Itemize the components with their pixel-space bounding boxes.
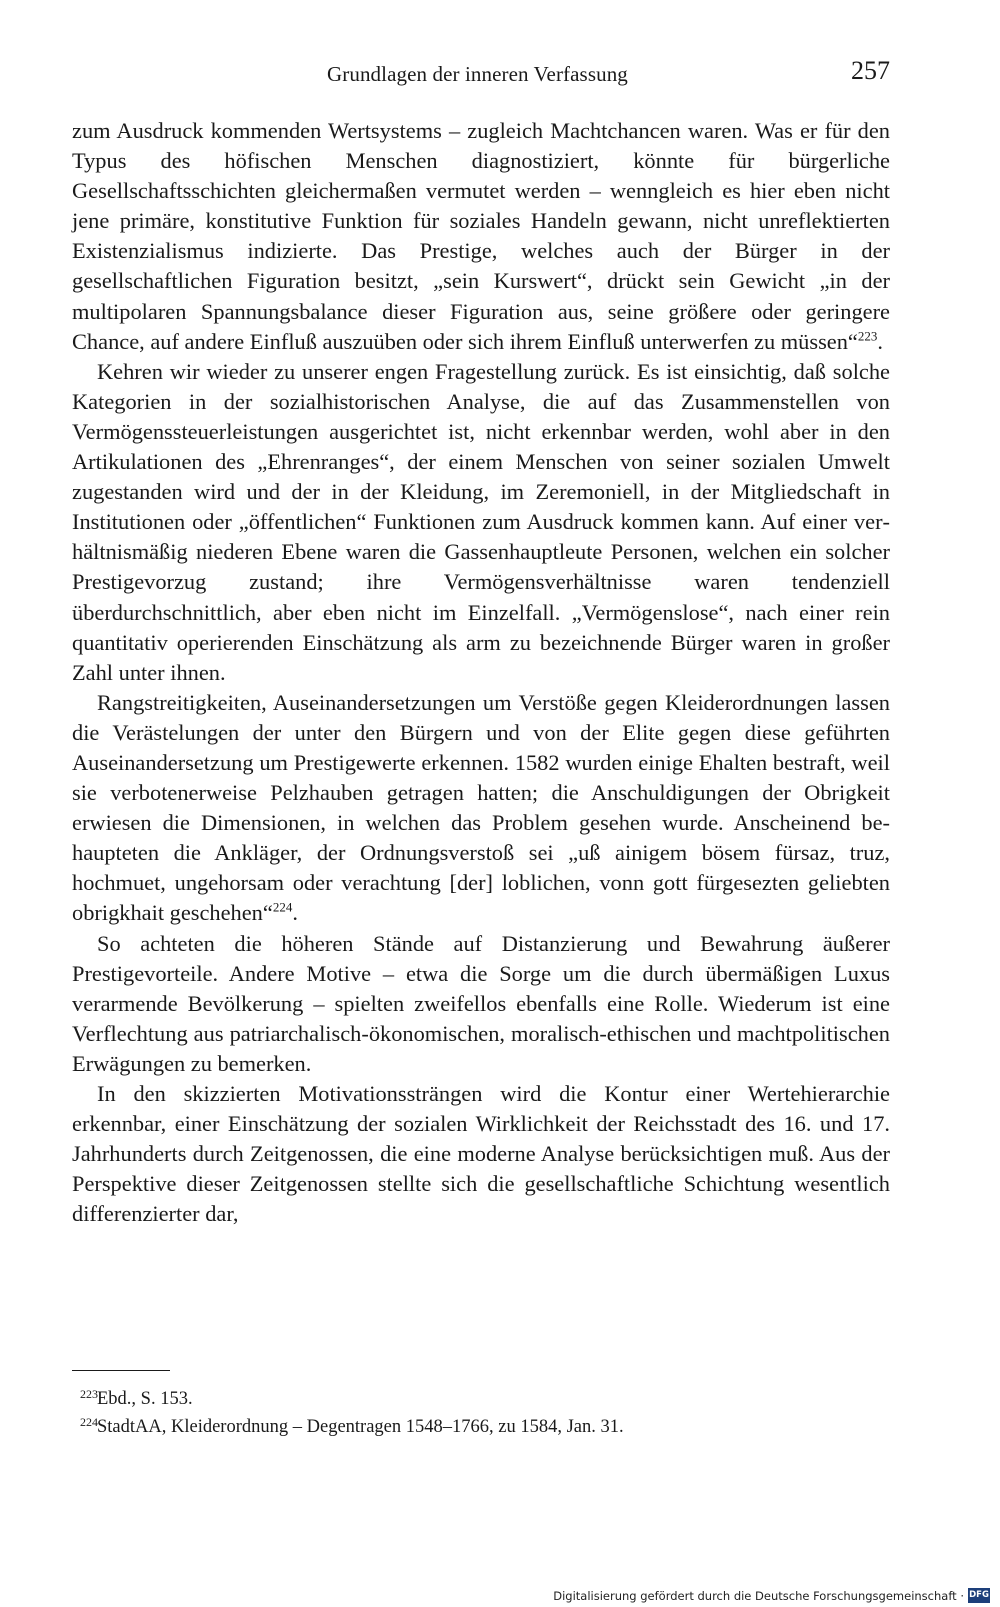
running-title: Grundlagen der inneren Verfassung — [327, 62, 628, 86]
paragraph — [72, 1079, 890, 1229]
footnote-reference: 223 — [857, 328, 878, 344]
footnote-number: 223 — [80, 1387, 98, 1401]
footnote-divider — [72, 1370, 170, 1371]
paragraph-text: Rangstreitigkeiten, Auseinandersetzungen um Verstöße gegen Kleiderordnungen lassen die Verästelungen der unter den Bürgern und von der Elite gegen diese geführten Auseinandersetzung um Prestigewerte erkennen. 1582 wurden einige Ehalten bestraft, weil sie verbotenerweise Pelzhauben getragen hatten; die Anschuldigungen der Obrigkeit erwiesen die Dimensionen, in welchen das Problem gesehen wurde. Anscheinend behaupteten die Ankläger, der Ordnungsverstoß sei „uß ainigem bösem fürsaz, truz, hochmuet, ungehorsam oder verachtung [der] loblichen, vonn gott fürgesezten geliebten obrigkhait geschehen“ — [72, 689, 890, 926]
paragraph — [72, 116, 890, 357]
dfg-logo: DFG — [968, 1588, 990, 1603]
paragraph-text: In den skizzierten Motivationssträngen wird die Kontur einer Wertehierarchie erkennbar, einer Einschätzung der sozialen Wirklichkeit der Reichsstadt des 16. und 17. Jahrhunderts durch Zeitgenossen, die eine moderne Analyse berücksichtigen muß. Aus der Perspektive dieser Zeitgenossen stellte sich die gesellschaftliche Schichtung wesentlich differenzierter dar, — [72, 1081, 890, 1227]
paragraph-end: . — [292, 900, 298, 926]
digitization-credit — [553, 1588, 990, 1603]
body-text — [72, 116, 890, 1229]
page-number: 257 — [851, 56, 890, 85]
footnote-reference: 224 — [272, 899, 293, 915]
footnotes — [72, 1385, 890, 1441]
paragraph — [72, 929, 890, 1079]
paragraph — [72, 357, 890, 688]
page-header — [72, 56, 890, 94]
paragraph-text: So achteten die höheren Stände auf Distanzierung und Bewahrung äußerer Prestigevorteile. Andere Motive – etwa die Sorge um die durch übermäßigen Luxus verarmende Bevölkerung – spielten zweifellos ebenfalls eine Rolle. Wiederum ist eine Verflechtung aus patriarchalisch-ökonomischen, moralisch-ethischen und machtpolitischen Erwägungen zu bemerken. — [72, 930, 890, 1076]
digitization-credit-text: Digitalisierung gefördert durch die Deutsche Forschungsgemeinschaft · — [553, 1588, 964, 1603]
paragraph — [72, 688, 890, 929]
footnote-text: Ebd., S. 153. — [97, 1389, 193, 1409]
paragraph-end: . — [877, 328, 883, 354]
paragraph-text: zum Ausdruck kommenden Wertsystems – zugleich Machtchancen waren. Was er für den Typus des höfischen Menschen diagnostiziert, könnte für bürgerliche Gesellschaftsschichten gleichermaßen vermutet werden – wenngleich es hier eben nicht jene primäre, konstitutive Funktion für soziales Handeln gewann, nicht unreflektierten Existenzialismus indizierte. Das Prestige, welches auch der Bürger in der gesellschaftlichen Figuration besitzt, „sein Kurswert“, drückt sein Gewicht „in der multipolaren Spannungsbalance dieser Figuration aus, seine größere oder geringere Chance, auf andere Einfluß auszuüben oder sich ihrem Einfluß unterwerfen zu müssen“ — [72, 118, 890, 354]
footnote-text: StadtAA, Kleiderordnung – Degentragen 1548–1766, zu 1584, Jan. 31. — [97, 1417, 624, 1437]
paragraph-text: Kehren wir wieder zu unserer engen Fragestellung zurück. Es ist einsichtig, daß solche Kategorien in der sozialhistorischen Analyse, die auf das Zusammenstellen von Vermögenssteuerleistungen ausgerichtet ist, nicht erkennbar werden, wohl aber in den Artikulationen des „Ehrenranges“, der einem Menschen von seiner sozialen Umwelt zugestanden wird und der in der Kleidung, im Zeremoniell, in der Mitgliedschaft in Institutionen oder „öffentlichen“ Funktionen zum Ausdruck kommen kann. Auf einer verhältnismäßig niederen Ebene waren die Gassenhauptleute Personen, welchen ein solcher Prestigevorzug zustand; ihre Vermögensverhältnisse waren tendenziell überdurchschnittlich, aber eben nicht im Einzelfall. „Vermögenslose“, nach einer rein quantitativ operierenden Einschätzung als arm zu bezeichnende Bürger waren in großer Zahl unter ihnen. — [72, 358, 890, 685]
footnote — [72, 1413, 890, 1441]
footnote — [72, 1385, 890, 1413]
footnote-number: 224 — [80, 1415, 98, 1429]
